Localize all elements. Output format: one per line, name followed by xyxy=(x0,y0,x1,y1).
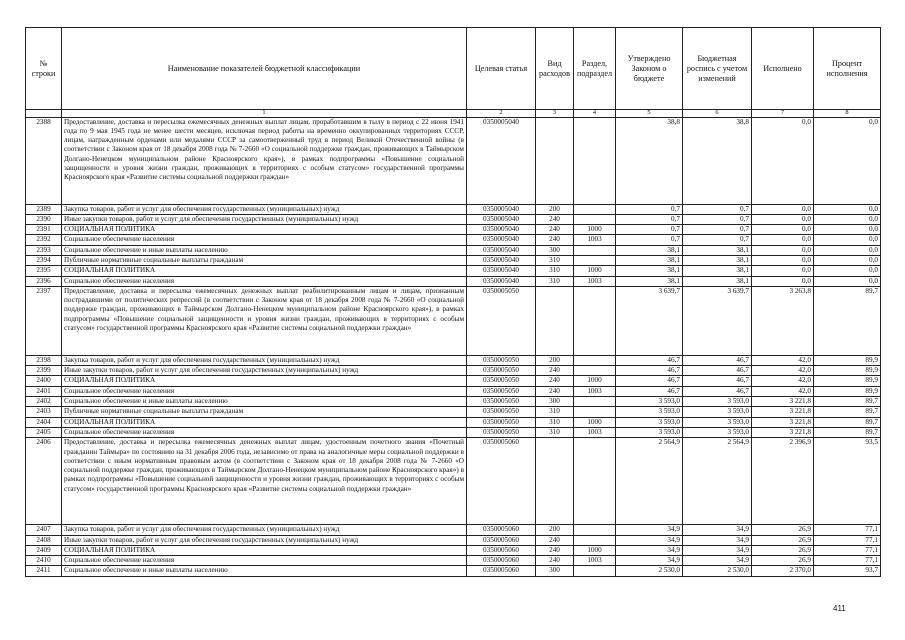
table-row xyxy=(26,117,881,204)
schedule-amount-cell: 38,1 xyxy=(683,245,752,255)
table-row xyxy=(26,545,881,555)
executed-amount-cell: 3 221,8 xyxy=(752,417,814,427)
schedule-amount-cell: 3 593,0 xyxy=(683,417,752,427)
column-number: 8 xyxy=(814,110,881,118)
schedule-amount-cell: 3 639,7 xyxy=(683,286,752,355)
indicator-name-cell: Социальное обеспечение и иные выплаты населению xyxy=(62,397,467,407)
target-article-cell: 0350005040 xyxy=(467,266,536,276)
row-number-cell: 2396 xyxy=(26,276,62,286)
row-number-cell: 2405 xyxy=(26,427,62,437)
section-cell: 1003 xyxy=(574,276,616,286)
indicator-name-cell: Закупка товаров, работ и услуг для обеспечения государственных (муниципальных) нужд xyxy=(62,204,467,214)
schedule-amount-cell: 0,7 xyxy=(683,235,752,245)
schedule-amount-cell: 3 593,0 xyxy=(683,397,752,407)
approved-amount-cell: 0,7 xyxy=(616,204,683,214)
approved-amount-cell: 3 593,0 xyxy=(616,427,683,437)
section-cell xyxy=(574,566,616,576)
section-cell xyxy=(574,438,616,525)
approved-amount-cell: 0,7 xyxy=(616,235,683,245)
section-cell xyxy=(574,214,616,224)
section-cell: 1003 xyxy=(574,427,616,437)
row-number-cell: 2401 xyxy=(26,386,62,396)
execution-percent-cell: 77,1 xyxy=(814,535,881,545)
indicator-name-cell: Социальное обеспечение населения xyxy=(62,556,467,566)
target-article-cell: 0350005040 xyxy=(467,214,536,224)
execution-percent-cell: 0,0 xyxy=(814,266,881,276)
expense-type-cell: 240 xyxy=(536,556,574,566)
indicator-name-cell: Иные закупки товаров, работ и услуг для обеспечения государственных (муниципальных) нужд xyxy=(62,535,467,545)
schedule-amount-cell: 46,7 xyxy=(683,366,752,376)
schedule-amount-cell: 34,9 xyxy=(683,535,752,545)
schedule-amount-cell: 38,1 xyxy=(683,255,752,265)
table-row xyxy=(26,266,881,276)
approved-amount-cell: 38,1 xyxy=(616,255,683,265)
table-row xyxy=(26,438,881,525)
indicator-name-cell: Иные закупки товаров, работ и услуг для обеспечения государственных (муниципальных) нужд xyxy=(62,366,467,376)
target-article-cell: 0350005040 xyxy=(467,204,536,214)
indicator-name-cell: Предоставление, доставка и пересылка ежемесячных денежных выплат реабилитированным лицам и лицам, признанным пострадавшими от политических репрессий (в соответствии с Законом края от 18 декабря 2008 года № 7-2660 «О социальной поддержке граждан, проживающих в Таймырском Долгано-Ненецком муниципальном районе Красноярского края»), в рамках подпрограммы «Повышение социальной защищенности и уровня жизни граждан, проживающих в территориях с особым статусом» государственной программы Красноярского края «Развитие системы социальной поддержки граждан» xyxy=(62,286,467,355)
execution-percent-cell: 0,0 xyxy=(814,245,881,255)
section-cell: 1000 xyxy=(574,417,616,427)
expense-type-cell: 240 xyxy=(536,225,574,235)
execution-percent-cell: 89,7 xyxy=(814,397,881,407)
header-approved: Утверждено Законом о бюджете xyxy=(616,28,683,110)
executed-amount-cell: 0,0 xyxy=(752,117,814,204)
approved-amount-cell: 34,9 xyxy=(616,535,683,545)
row-number-cell: 2397 xyxy=(26,286,62,355)
table-row xyxy=(26,286,881,355)
row-number-cell: 2399 xyxy=(26,366,62,376)
column-number: 4 xyxy=(574,110,616,118)
expense-type-cell: 200 xyxy=(536,355,574,365)
row-number-cell: 2406 xyxy=(26,438,62,525)
executed-amount-cell: 26,9 xyxy=(752,525,814,535)
target-article-cell: 0350005050 xyxy=(467,427,536,437)
target-article-cell: 0350005060 xyxy=(467,566,536,576)
expense-type-cell: 310 xyxy=(536,255,574,265)
expense-type-cell: 240 xyxy=(536,376,574,386)
expense-type-cell: 300 xyxy=(536,245,574,255)
executed-amount-cell: 26,9 xyxy=(752,535,814,545)
target-article-cell: 0350005060 xyxy=(467,525,536,535)
indicator-name-cell: Предоставление, доставка и пересылка ежемесячных денежных выплат лицам, проработавшим в тылу в период с 22 июня 1941 года по 9 мая 1945 года не менее шести месяцев, исключая период работы на временно оккупированных территориях СССР, лицам, награжденным орденами или медалями СССР за самоотверженный труд в период Великой Отечественной войны (в соответствии с Законом края от 18 декабря 2008 года № 7-2660 «О социальной поддержке граждан, проживающих в Таймырском Долгано-Ненецком муниципальном районе Красноярского края»), в рамках подпрограммы «Повышение социальной защищенности и уровня жизни граждан, проживающих в территориях с особым статусом» государственной программы Красноярского края «Развитие системы социальной поддержки граждан» xyxy=(62,117,467,204)
schedule-amount-cell: 0,7 xyxy=(683,204,752,214)
target-article-cell: 0350005040 xyxy=(467,117,536,204)
execution-percent-cell: 89,9 xyxy=(814,376,881,386)
schedule-amount-cell: 3 593,0 xyxy=(683,427,752,437)
executed-amount-cell: 42,0 xyxy=(752,366,814,376)
section-cell: 1000 xyxy=(574,376,616,386)
schedule-amount-cell: 38,1 xyxy=(683,276,752,286)
row-number-cell: 2394 xyxy=(26,255,62,265)
page-number: 411 xyxy=(833,604,846,613)
target-article-cell: 0350005060 xyxy=(467,438,536,525)
section-cell xyxy=(574,245,616,255)
row-number-cell: 2402 xyxy=(26,397,62,407)
table-body xyxy=(26,117,881,576)
row-number-cell: 2388 xyxy=(26,117,62,204)
indicator-name-cell: Социальное обеспечение населения xyxy=(62,427,467,437)
column-number-row xyxy=(26,110,881,118)
target-article-cell: 0350005050 xyxy=(467,417,536,427)
expense-type-cell: 240 xyxy=(536,366,574,376)
approved-amount-cell: 46,7 xyxy=(616,366,683,376)
approved-amount-cell: 3 593,0 xyxy=(616,417,683,427)
expense-type-cell xyxy=(536,286,574,355)
approved-amount-cell: 38,1 xyxy=(616,266,683,276)
executed-amount-cell: 0,0 xyxy=(752,266,814,276)
approved-amount-cell: 3 593,0 xyxy=(616,407,683,417)
target-article-cell: 0350005060 xyxy=(467,535,536,545)
approved-amount-cell: 34,9 xyxy=(616,545,683,555)
execution-percent-cell: 89,7 xyxy=(814,427,881,437)
approved-amount-cell: 0,7 xyxy=(616,225,683,235)
execution-percent-cell: 0,0 xyxy=(814,117,881,204)
executed-amount-cell: 0,0 xyxy=(752,225,814,235)
row-number-cell: 2400 xyxy=(26,376,62,386)
table-row xyxy=(26,245,881,255)
table-row xyxy=(26,255,881,265)
approved-amount-cell: 3 639,7 xyxy=(616,286,683,355)
indicator-name-cell: Социальное обеспечение населения xyxy=(62,276,467,286)
schedule-amount-cell: 46,7 xyxy=(683,386,752,396)
expense-type-cell: 310 xyxy=(536,276,574,286)
approved-amount-cell: 38,1 xyxy=(616,276,683,286)
schedule-amount-cell: 38,1 xyxy=(683,266,752,276)
execution-percent-cell: 0,0 xyxy=(814,214,881,224)
execution-percent-cell: 89,7 xyxy=(814,417,881,427)
target-article-cell: 0350005050 xyxy=(467,366,536,376)
budget-table xyxy=(25,27,881,577)
section-cell: 1000 xyxy=(574,225,616,235)
table-row xyxy=(26,376,881,386)
executed-amount-cell: 2 370,0 xyxy=(752,566,814,576)
row-number-cell: 2408 xyxy=(26,535,62,545)
target-article-cell: 0350005050 xyxy=(467,376,536,386)
table-row xyxy=(26,407,881,417)
section-cell xyxy=(574,255,616,265)
expense-type-cell: 310 xyxy=(536,417,574,427)
column-number-empty xyxy=(26,110,62,118)
execution-percent-cell: 89,9 xyxy=(814,386,881,396)
indicator-name-cell: СОЦИАЛЬНАЯ ПОЛИТИКА xyxy=(62,266,467,276)
indicator-name-cell: СОЦИАЛЬНАЯ ПОЛИТИКА xyxy=(62,417,467,427)
section-cell: 1003 xyxy=(574,386,616,396)
executed-amount-cell: 0,0 xyxy=(752,276,814,286)
indicator-name-cell: Публичные нормативные социальные выплаты гражданам xyxy=(62,407,467,417)
table-row xyxy=(26,535,881,545)
execution-percent-cell: 77,1 xyxy=(814,545,881,555)
header-expense-type: Вид расходов xyxy=(536,28,574,110)
execution-percent-cell: 93,7 xyxy=(814,566,881,576)
indicator-name-cell: СОЦИАЛЬНАЯ ПОЛИТИКА xyxy=(62,376,467,386)
executed-amount-cell: 26,9 xyxy=(752,556,814,566)
expense-type-cell xyxy=(536,438,574,525)
table-row xyxy=(26,386,881,396)
target-article-cell: 0350005050 xyxy=(467,407,536,417)
target-article-cell: 0350005040 xyxy=(467,245,536,255)
indicator-name-cell: Социальное обеспечение и иные выплаты населению xyxy=(62,566,467,576)
expense-type-cell: 310 xyxy=(536,427,574,437)
indicator-name-cell: СОЦИАЛЬНАЯ ПОЛИТИКА xyxy=(62,225,467,235)
column-number: 5 xyxy=(616,110,683,118)
header-executed: Исполнено xyxy=(752,28,814,110)
table-row xyxy=(26,225,881,235)
section-cell: 1003 xyxy=(574,235,616,245)
section-cell xyxy=(574,117,616,204)
section-cell: 1000 xyxy=(574,545,616,555)
schedule-amount-cell: 34,9 xyxy=(683,525,752,535)
row-number-cell: 2393 xyxy=(26,245,62,255)
row-number-cell: 2410 xyxy=(26,556,62,566)
header-row xyxy=(26,28,881,110)
schedule-amount-cell: 34,9 xyxy=(683,556,752,566)
column-number: 7 xyxy=(752,110,814,118)
column-number: 6 xyxy=(683,110,752,118)
execution-percent-cell: 89,9 xyxy=(814,355,881,365)
executed-amount-cell: 0,0 xyxy=(752,235,814,245)
executed-amount-cell: 0,0 xyxy=(752,204,814,214)
approved-amount-cell: 2 530,0 xyxy=(616,566,683,576)
executed-amount-cell: 3 221,8 xyxy=(752,427,814,437)
approved-amount-cell: 46,7 xyxy=(616,355,683,365)
approved-amount-cell: 34,9 xyxy=(616,525,683,535)
section-cell xyxy=(574,535,616,545)
schedule-amount-cell: 0,7 xyxy=(683,214,752,224)
table-row xyxy=(26,366,881,376)
section-cell xyxy=(574,355,616,365)
expense-type-cell: 240 xyxy=(536,545,574,555)
indicator-name-cell: Закупка товаров, работ и услуг для обеспечения государственных (муниципальных) нужд xyxy=(62,355,467,365)
expense-type-cell: 240 xyxy=(536,386,574,396)
row-number-cell: 2407 xyxy=(26,525,62,535)
execution-percent-cell: 77,1 xyxy=(814,525,881,535)
executed-amount-cell: 42,0 xyxy=(752,355,814,365)
header-row-number: № строки xyxy=(26,28,62,110)
section-cell: 1003 xyxy=(574,556,616,566)
expense-type-cell: 300 xyxy=(536,566,574,576)
executed-amount-cell: 42,0 xyxy=(752,376,814,386)
executed-amount-cell: 3 221,8 xyxy=(752,397,814,407)
header-section: Раздел, подраздел xyxy=(574,28,616,110)
schedule-amount-cell: 2 530,0 xyxy=(683,566,752,576)
expense-type-cell: 240 xyxy=(536,535,574,545)
execution-percent-cell: 93,5 xyxy=(814,438,881,525)
table-row xyxy=(26,235,881,245)
row-number-cell: 2403 xyxy=(26,407,62,417)
expense-type-cell: 300 xyxy=(536,397,574,407)
execution-percent-cell: 89,7 xyxy=(814,286,881,355)
row-number-cell: 2390 xyxy=(26,214,62,224)
target-article-cell: 0350005040 xyxy=(467,255,536,265)
table-row xyxy=(26,397,881,407)
table-row xyxy=(26,214,881,224)
schedule-amount-cell: 3 593,0 xyxy=(683,407,752,417)
row-number-cell: 2411 xyxy=(26,566,62,576)
execution-percent-cell: 0,0 xyxy=(814,225,881,235)
executed-amount-cell: 0,0 xyxy=(752,255,814,265)
approved-amount-cell: 3 593,0 xyxy=(616,397,683,407)
expense-type-cell: 200 xyxy=(536,525,574,535)
expense-type-cell: 240 xyxy=(536,235,574,245)
execution-percent-cell: 89,9 xyxy=(814,366,881,376)
executed-amount-cell: 3 263,8 xyxy=(752,286,814,355)
schedule-amount-cell: 46,7 xyxy=(683,355,752,365)
expense-type-cell: 310 xyxy=(536,266,574,276)
executed-amount-cell: 26,9 xyxy=(752,545,814,555)
executed-amount-cell: 42,0 xyxy=(752,386,814,396)
section-cell xyxy=(574,366,616,376)
expense-type-cell: 310 xyxy=(536,407,574,417)
section-cell xyxy=(574,204,616,214)
column-number: 2 xyxy=(467,110,536,118)
execution-percent-cell: 0,0 xyxy=(814,255,881,265)
approved-amount-cell: 38,1 xyxy=(616,245,683,255)
indicator-name-cell: Социальное обеспечение населения xyxy=(62,235,467,245)
table-row xyxy=(26,417,881,427)
row-number-cell: 2389 xyxy=(26,204,62,214)
indicator-name-cell: Иные закупки товаров, работ и услуг для обеспечения государственных (муниципальных) нужд xyxy=(62,214,467,224)
indicator-name-cell: Закупка товаров, работ и услуг для обеспечения государственных (муниципальных) нужд xyxy=(62,525,467,535)
table-row xyxy=(26,276,881,286)
approved-amount-cell: 46,7 xyxy=(616,376,683,386)
expense-type-cell xyxy=(536,117,574,204)
approved-amount-cell: 34,9 xyxy=(616,556,683,566)
section-cell xyxy=(574,397,616,407)
expense-type-cell: 200 xyxy=(536,204,574,214)
executed-amount-cell: 0,0 xyxy=(752,214,814,224)
section-cell: 1000 xyxy=(574,266,616,276)
target-article-cell: 0350005040 xyxy=(467,276,536,286)
target-article-cell: 0350005040 xyxy=(467,235,536,245)
expense-type-cell: 240 xyxy=(536,214,574,224)
table-row xyxy=(26,556,881,566)
approved-amount-cell: 2 564,9 xyxy=(616,438,683,525)
row-number-cell: 2398 xyxy=(26,355,62,365)
approved-amount-cell: 46,7 xyxy=(616,386,683,396)
table-row xyxy=(26,427,881,437)
indicator-name-cell: Предоставление, доставка и пересылка ежемесячных денежных выплат лицам, удостоенным почетного звания «Почетный гражданин Таймыра» по состоянию на 31 декабря 2006 года, независимо от права на аналогичные меры социальной поддержки в соответствии с иным нормативным правовым актом (в соответствии с Законом края от 18 декабря 2008 года № 7-2660 «О социальной поддержке граждан, проживающих в Таймырском Долгано-Ненецком муниципальном районе Красноярского края») в рамках подпрограммы «Повышение социальной защищенности и уровня жизни граждан, проживающих в территориях с особым статусом» государственной программы Красноярского края «Развитие системы социальной поддержки граждан» xyxy=(62,438,467,525)
execution-percent-cell: 77,1 xyxy=(814,556,881,566)
execution-percent-cell: 0,0 xyxy=(814,204,881,214)
table-row xyxy=(26,566,881,576)
row-number-cell: 2391 xyxy=(26,225,62,235)
row-number-cell: 2392 xyxy=(26,235,62,245)
approved-amount-cell: 38,8 xyxy=(616,117,683,204)
schedule-amount-cell: 34,9 xyxy=(683,545,752,555)
execution-percent-cell: 89,7 xyxy=(814,407,881,417)
executed-amount-cell: 3 221,8 xyxy=(752,407,814,417)
table-row xyxy=(26,355,881,365)
target-article-cell: 0350005050 xyxy=(467,386,536,396)
row-number-cell: 2404 xyxy=(26,417,62,427)
indicator-name-cell: Социальное обеспечение и иные выплаты населению xyxy=(62,245,467,255)
header-percent: Процент исполнения xyxy=(814,28,881,110)
indicator-name-cell: СОЦИАЛЬНАЯ ПОЛИТИКА xyxy=(62,545,467,555)
section-cell xyxy=(574,525,616,535)
header-budget-schedule: Бюджетная роспись с учетом изменений xyxy=(683,28,752,110)
indicator-name-cell: Публичные нормативные социальные выплаты гражданам xyxy=(62,255,467,265)
column-number: 3 xyxy=(536,110,574,118)
header-indicator-name: Наименование показателей бюджетной классификации xyxy=(62,28,467,110)
target-article-cell: 0350005040 xyxy=(467,225,536,235)
schedule-amount-cell: 46,7 xyxy=(683,376,752,386)
execution-percent-cell: 0,0 xyxy=(814,276,881,286)
executed-amount-cell: 2 396,9 xyxy=(752,438,814,525)
target-article-cell: 0350005050 xyxy=(467,397,536,407)
target-article-cell: 0350005060 xyxy=(467,545,536,555)
execution-percent-cell: 0,0 xyxy=(814,235,881,245)
section-cell xyxy=(574,407,616,417)
schedule-amount-cell: 38,8 xyxy=(683,117,752,204)
header-target-article: Целевая статья xyxy=(467,28,536,110)
column-number: 1 xyxy=(62,110,467,118)
target-article-cell: 0350005050 xyxy=(467,355,536,365)
section-cell xyxy=(574,286,616,355)
row-number-cell: 2395 xyxy=(26,266,62,276)
target-article-cell: 0350005060 xyxy=(467,556,536,566)
row-number-cell: 2409 xyxy=(26,545,62,555)
schedule-amount-cell: 0,7 xyxy=(683,225,752,235)
schedule-amount-cell: 2 564,9 xyxy=(683,438,752,525)
approved-amount-cell: 0,7 xyxy=(616,214,683,224)
executed-amount-cell: 0,0 xyxy=(752,245,814,255)
table-row xyxy=(26,525,881,535)
indicator-name-cell: Социальное обеспечение населения xyxy=(62,386,467,396)
table-row xyxy=(26,204,881,214)
target-article-cell: 0350005050 xyxy=(467,286,536,355)
